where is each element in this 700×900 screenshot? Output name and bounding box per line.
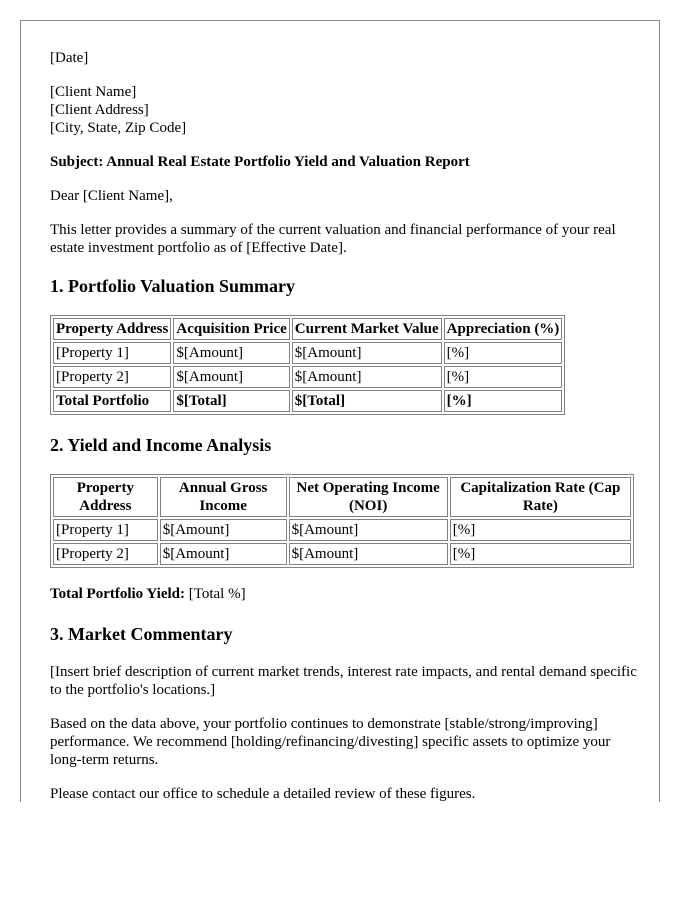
column-header: Current Market Value [292,318,442,340]
table-cell: [%] [450,519,631,541]
section-heading-commentary: 3. Market Commentary [50,624,233,644]
client-address: [Client Address] [50,102,149,118]
table-header-row [53,318,562,340]
table-cell: $[Amount] [173,366,289,388]
table-cell: $[Total] [173,390,289,412]
column-header: Annual Gross Income [160,477,287,517]
table-cell: $[Amount] [292,366,442,388]
yield-table [50,474,634,568]
table-cell: $[Amount] [173,342,289,364]
table-cell: $[Amount] [160,543,287,565]
table-total-row [53,390,562,412]
letter-greeting: Dear [Client Name], [50,188,173,204]
section-heading-yield: 2. Yield and Income Analysis [50,435,272,455]
letter-page [20,20,660,802]
client-address-block [50,83,640,137]
table-cell: [Property 2] [53,543,158,565]
letter-content [50,49,640,802]
section-heading-valuation: 1. Portfolio Valuation Summary [50,276,296,296]
yield-label: Total Portfolio Yield: [50,586,185,602]
table-cell: $[Amount] [289,519,448,541]
table-row [53,366,562,388]
table-cell: [%] [444,366,563,388]
valuation-table [50,315,565,415]
table-row [53,519,631,541]
table-cell: $[Total] [292,390,442,412]
yield-value: [Total %] [185,586,246,602]
table-cell: [%] [444,390,563,412]
column-header: Property Address [53,477,158,517]
table-row [53,543,631,565]
total-portfolio-yield [50,585,640,603]
letter-subject: Subject: Annual Real Estate Portfolio Yield and Valuation Report [50,154,470,170]
table-cell: $[Amount] [292,342,442,364]
table-row [53,342,562,364]
table-cell: [%] [444,342,563,364]
market-commentary: [Insert brief description of current market trends, interest rate impacts, and rental demand specific to the portfolio's locations.] [50,664,637,698]
column-header: Property Address [53,318,171,340]
recommendation-paragraph: Based on the data above, your portfolio continues to demonstrate [stable/strong/improving] performance. We recommend [holding/refinancing/divesting] specific assets to optimize your long-term returns. [50,716,611,768]
table-cell: [Property 2] [53,366,171,388]
letter-intro: This letter provides a summary of the current valuation and financial performance of your real estate investment portfolio as of [Effective Date]. [50,222,616,256]
closing-paragraph: Please contact our office to schedule a detailed review of these figures. [50,786,476,802]
client-city-state-zip: [City, State, Zip Code] [50,120,187,136]
column-header: Appreciation (%) [444,318,563,340]
letter-date: [Date] [50,50,89,66]
column-header: Acquisition Price [173,318,289,340]
client-name: [Client Name] [50,84,137,100]
table-cell: [Property 1] [53,342,171,364]
table-cell: [Property 1] [53,519,158,541]
table-cell: [%] [450,543,631,565]
table-cell: $[Amount] [160,519,287,541]
column-header: Capitalization Rate (Cap Rate) [450,477,631,517]
table-header-row [53,477,631,517]
column-header: Net Operating Income (NOI) [289,477,448,517]
table-cell: Total Portfolio [53,390,171,412]
table-cell: $[Amount] [289,543,448,565]
